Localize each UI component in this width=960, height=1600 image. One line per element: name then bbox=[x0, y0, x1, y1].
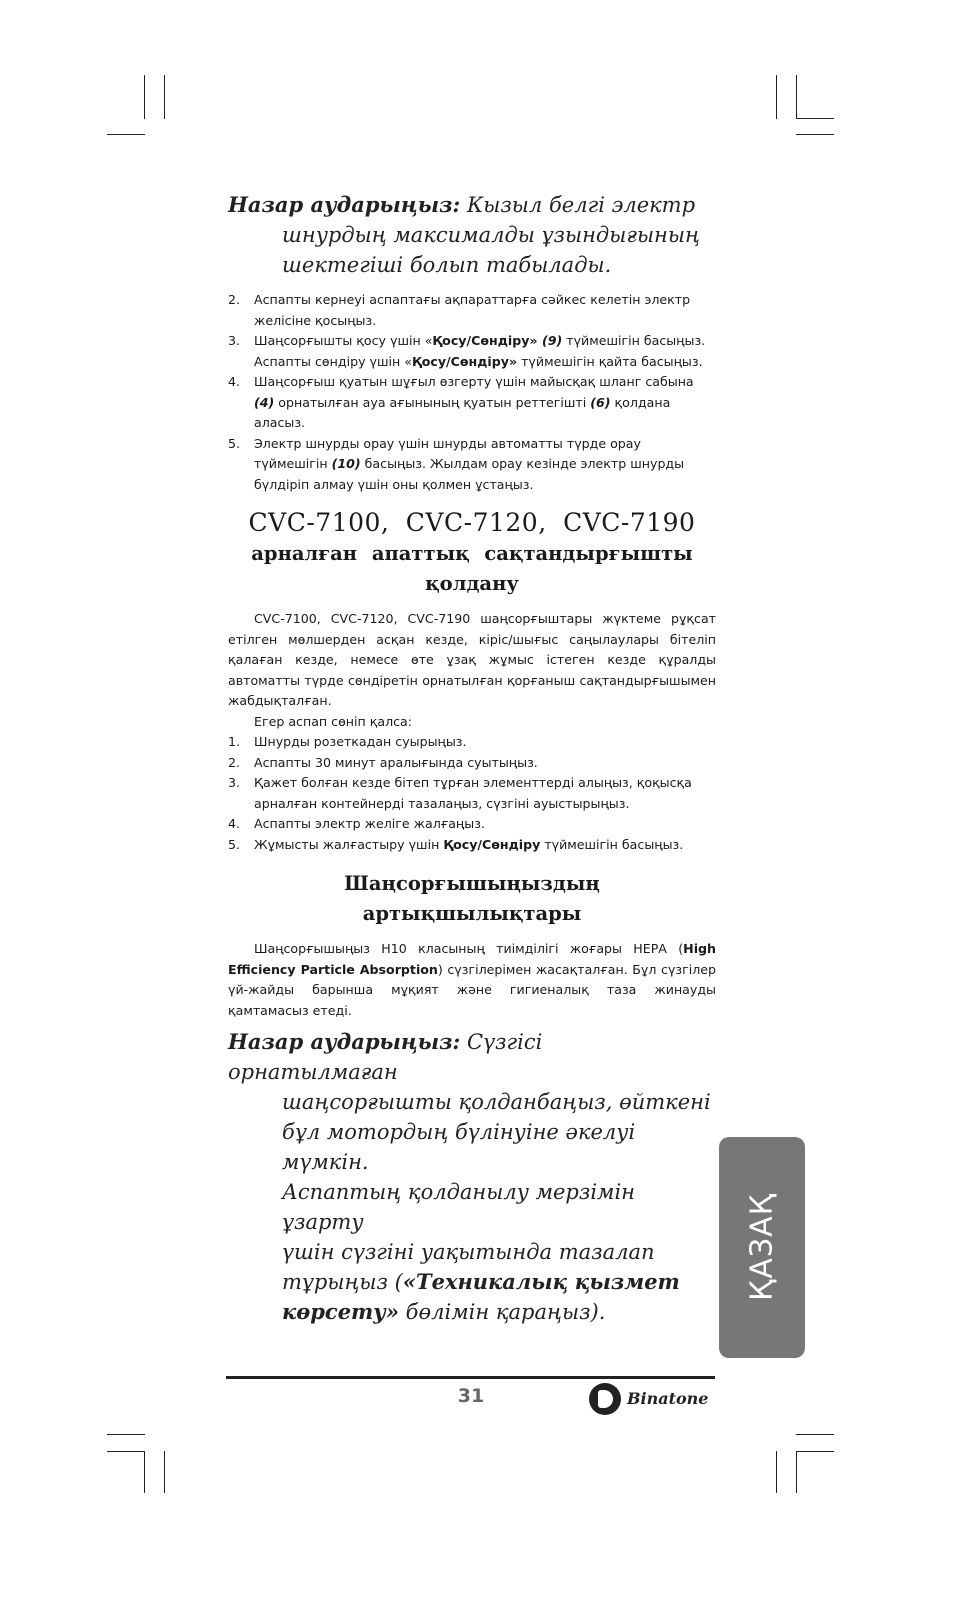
brand-logo bbox=[589, 1383, 715, 1415]
crop-mark bbox=[144, 1451, 145, 1493]
list-item: 3. Шаңсорғышты қосу үшін «Қосу/Сөндіру» (9) түймешігін басыңыз. Аспапты сөндіру үшін «Қосу/Сөндіру» түймешігін қайта басыңыз. bbox=[228, 333, 706, 369]
crop-mark bbox=[107, 1451, 145, 1452]
note-text: Аспаптың қолданылу мерзімін ұзарту bbox=[282, 1180, 636, 1234]
section-title-models: CVC-7100, CVC-7120, CVC-7190 bbox=[248, 508, 696, 537]
list-item: 2. Аспапты кернеуі аспаптағы ақпараттарға сәйкес келетін электр желісіне қосыңыз. bbox=[228, 292, 691, 328]
list-item: 5. Электр шнурды орау үшін шнурды автоматты түрде орау түймешігін (10) басыңыз. Жылдам орау кезінде электр шнурды бүлдіріп алмау үшін оны қолмен ұстаңыз. bbox=[228, 435, 685, 492]
list-item: 4. Аспапты электр желіге жалғаңыз. bbox=[228, 816, 485, 831]
crop-mark bbox=[144, 75, 145, 119]
crop-mark bbox=[107, 134, 145, 135]
section-subtitle: арналған апаттық сақтандырғышты bbox=[251, 542, 693, 565]
brand-logo-icon bbox=[589, 1383, 621, 1415]
note-text: бұл мотордың бүлінуіне әкелуі мүмкін. bbox=[282, 1120, 636, 1174]
note-label: Назар аударыңыз: bbox=[228, 192, 461, 217]
list-item: 5. Жұмысты жалғастыру үшін Қосу/Сөндіру түймешігін басыңыз. bbox=[228, 836, 684, 852]
paragraph: CVC-7100, CVC-7120, CVC-7190 шаңсорғыштары жүктеме рұқсат етілген мөлшерден асқан кезде, кіріс/шығыс саңылаулары бітеліп қалаған кезде, немесе өте ұзақ жұмыс істеген кезде құралды автоматты түрде сөндіретін орнатылған қорғаныш сақтандырғышымен жабдықталған. bbox=[228, 611, 716, 708]
crop-mark bbox=[164, 1451, 165, 1493]
crop-mark bbox=[796, 134, 834, 135]
note-text: үшін сүзгіні уақытында тазалап bbox=[282, 1240, 655, 1264]
list-item: 1. Шнурды розеткадан суырыңыз. bbox=[228, 734, 467, 749]
list-item: 4. Шаңсорғыш қуатын шұғыл өзгерту үшін майысқақ шланг сабына (4) орнатылған ауа ағынының қуатын реттегішті (6) қолдана аласыз. bbox=[228, 374, 694, 430]
language-tab-label: ҚАЗАҚ bbox=[744, 1193, 780, 1301]
attention-note bbox=[228, 190, 716, 280]
page-content bbox=[228, 190, 716, 1327]
attention-note: Назар аударыңыз: Сүзгісі орнатылмаған шаңсорғышты қолданбаңыз, өйткені бұл мотордың бүлінуіне әкелуі мүмкін. Аспаптың қолданылу мерзімін ұзарту үшін сүзгіні уақытында тазалап тұрыңыз («Техникалық қызмет көрсету» бөлімін қараңыз). bbox=[228, 1027, 716, 1327]
crop-mark bbox=[776, 1451, 777, 1493]
crop-mark bbox=[796, 1434, 834, 1435]
list-item: 3. Қажет болған кезде бітеп тұрған элементтерді алыңыз, қоқысқа арналған контейнерді тазалаңыз, сүзгіні ауыстырыңыз. bbox=[228, 775, 692, 811]
note-text: Сүзгісі орнатылмаған bbox=[228, 1030, 543, 1084]
brand-name: Binatone bbox=[627, 1389, 709, 1408]
language-tab bbox=[719, 1137, 805, 1358]
crop-mark bbox=[796, 118, 834, 119]
page-number: 31 bbox=[457, 1385, 485, 1407]
section-subtitle: қолдану bbox=[425, 572, 519, 595]
note-label: Назар аударыңыз: bbox=[228, 1029, 461, 1054]
crop-mark bbox=[164, 75, 165, 119]
footer-divider bbox=[226, 1376, 715, 1379]
note-text: шаңсорғышты қолданбаңыз, өйткені bbox=[282, 1090, 711, 1114]
crop-mark bbox=[776, 75, 777, 119]
list-item: 2. Аспапты 30 минут аралығында суытыңыз. bbox=[228, 754, 538, 770]
crop-mark bbox=[796, 75, 797, 119]
recovery-steps bbox=[228, 732, 716, 855]
note-text: шектегіші болып табылады. bbox=[282, 253, 612, 277]
crop-mark bbox=[796, 1451, 797, 1493]
note-text: шнурдың максималды ұзындығының bbox=[282, 223, 700, 247]
crop-mark bbox=[107, 1434, 145, 1435]
crop-mark bbox=[796, 1451, 834, 1452]
paragraph: Шаңсорғышыңыз Н10 класының тиімділігі жоғары НЕРА (High Efficiency Particle Absorption) сүзгілерімен жасақталған. Бұл сүзгілер үй-жайды барынша мұқият және гигиеналық таза жинауды қамтамасыз етеді. bbox=[228, 941, 716, 1018]
note-text: Кызыл белгі электр bbox=[467, 193, 696, 217]
section-title-advantages: Шаңсорғышыңыздың артықшылықтары bbox=[344, 872, 600, 925]
paragraph: Егер аспап сөніп қалса: bbox=[254, 713, 413, 729]
operation-steps bbox=[228, 290, 716, 495]
